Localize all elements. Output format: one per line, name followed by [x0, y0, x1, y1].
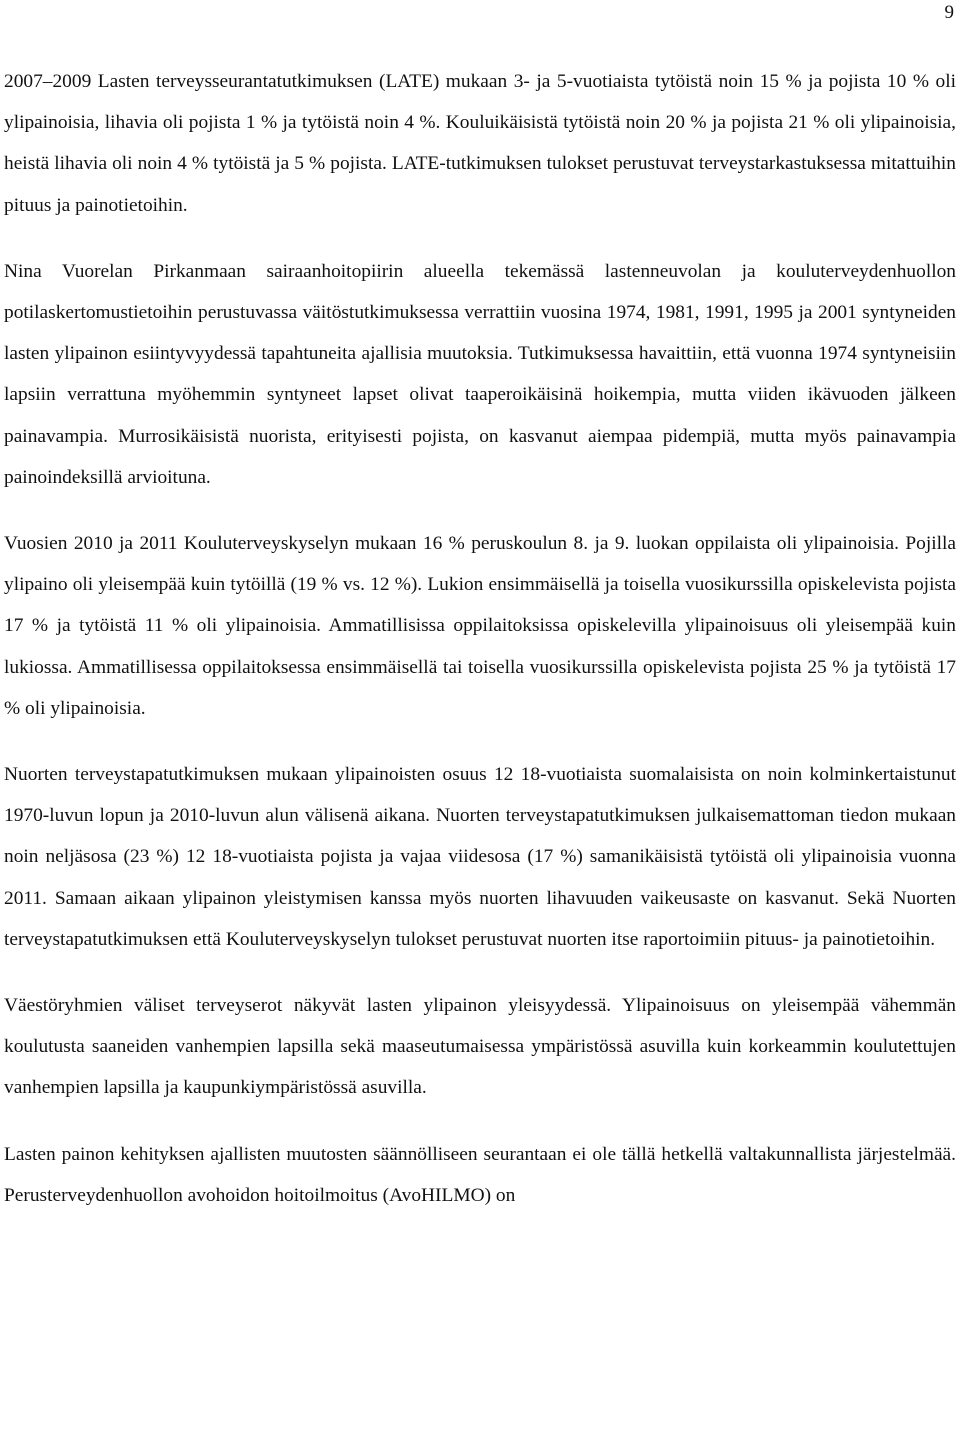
paragraph-health-inequalities: Väestöryhmien väliset terveyserot näkyvät lasten ylipainon yleisyydessä. Ylipainoisuus on yleisempää vähemmän koulutusta saaneiden vanhempien lapsilla sekä maaseutumaisessa ympäristössä asuvilla kuin korkeammin koulutettujen vanhempien lapsilla ja kaupunkiympäristössä asuvilla.: [4, 995, 956, 1099]
paragraph-late-study: 2007–2009 Lasten terveysseurantatutkimuksen (LATE) mukaan 3- ja 5-vuotiaista tytöistä noin 15 % ja pojista 10 % oli ylipainoisia, lihavia oli pojista 1 % ja tytöistä noin 4 %. Kouluikäisistä tytöistä noin 20 % ja pojista 21 % oli ylipainoisia, heistä lihavia oli noin 4 % tytöistä ja 5 % pojista. LATE-tutkimuksen tulokset perustuvat terveystarkastuksessa mitattuihin pituus ja painotietoihin.: [4, 71, 956, 216]
paragraph-vuorela-dissertation: Nina Vuorelan Pirkanmaan sairaanhoitopiirin alueella tekemässä lastenneuvolan ja kouluterveydenhuollon potilaskertomustietoihin perustuvassa väitöstutkimuksessa verrattiin vuosina 1974, 1981, 1991, 1995 ja 2001 syntyneiden lasten ylipainon esiintyvyydessä tapahtuneita ajallisia muutoksia. Tutkimuksessa havaittiin, että vuonna 1974 syntyneisiin lapsiin verrattuna myöhemmin syntyneet lapset olivat taaperoikäisinä hoikempia, mutta viiden ikävuoden jälkeen painavampia. Murrosikäisistä nuorista, erityisesti pojista, on kasvanut aiempaa pidempiä, mutta myös painavampia painoindeksillä arvioituna.: [4, 260, 956, 488]
page-number: 9: [944, 2, 954, 23]
paragraph-adolescent-health-study: Nuorten terveystapatutkimuksen mukaan ylipainoisten osuus 12 18-vuotiaista suomalaisista on noin kolminkertaistunut 1970-luvun lopun ja 2010-luvun alun välisenä aikana. Nuorten terveystapatutkimuksen julkaisemattoman tiedon mukaan noin neljäsosa (23 %) 12 18-vuotiaista pojista ja vajaa viidesosa (17 %) samanikäisistä tytöistä oli ylipainoisia vuonna 2011. Samaan aikaan ylipainon yleistymisen kanssa myös nuorten lihavuuden vaikeusaste on kasvanut. Sekä Nuorten terveystapatutkimuksen että Kouluterveyskyselyn tulokset perustuvat nuorten itse raportoimiin pituus- ja painotietoihin.: [4, 764, 956, 950]
document-body: [4, 61, 956, 1216]
paragraph-monitoring-system: Lasten painon kehityksen ajallisten muutosten säännölliseen seurantaan ei ole tällä hetkellä valtakunnallista järjestelmää. Perusterveydenhuollon avohoidon hoitoilmoitus (AvoHILMO) on: [4, 1143, 956, 1206]
paragraph-school-health-survey: Vuosien 2010 ja 2011 Kouluterveyskyselyn mukaan 16 % peruskoulun 8. ja 9. luokan oppilaista oli ylipainoisia. Pojilla ylipaino oli yleisempää kuin tytöillä (19 % vs. 12 %). Lukion ensimmäisellä ja toisella vuosikurssilla opiskelevista pojista 17 % ja tytöistä 11 % oli ylipainoisia. Ammatillisissa oppilaitoksissa opiskelevilla ylipainoisuus oli yleisempää kuin lukiossa. Ammatillisessa oppilaitoksessa ensimmäisellä tai toisella vuosikurssilla opiskelevista pojista 25 % ja tytöistä 17 % oli ylipainoisia.: [4, 533, 956, 719]
